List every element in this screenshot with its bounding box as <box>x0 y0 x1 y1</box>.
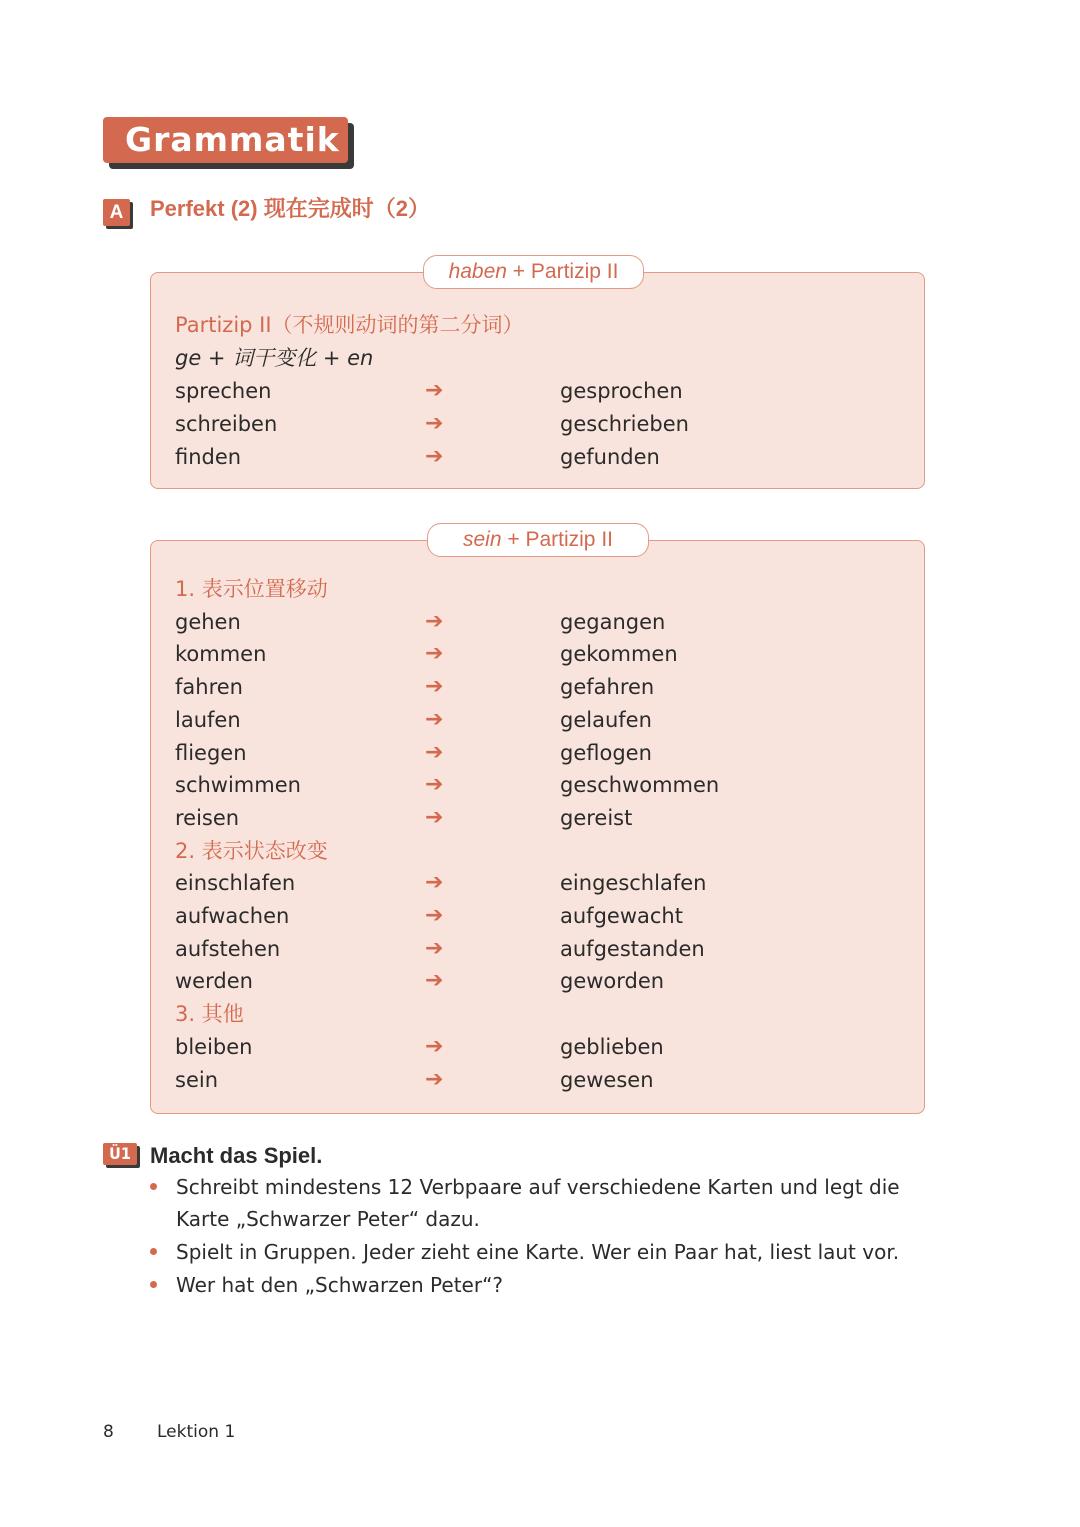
verb-infinitive: gehen <box>175 610 241 634</box>
verb-participle: geschrieben <box>560 412 689 436</box>
verb-infinitive: einschlafen <box>175 871 296 895</box>
exercise-title: Macht das Spiel. <box>150 1143 323 1168</box>
haben-pill-italic: haben <box>448 260 507 283</box>
verb-infinitive: schwimmen <box>175 773 301 797</box>
sein-pill <box>427 523 649 557</box>
arrow-icon: ➔ <box>425 674 444 699</box>
verb-infinitive: fahren <box>175 675 243 699</box>
verb-participle: geblieben <box>560 1035 664 1059</box>
verb-infinitive: sprechen <box>175 379 272 403</box>
sein-pill-italic: sein <box>463 528 502 551</box>
arrow-icon: ➔ <box>425 1034 444 1059</box>
verb-participle: aufgewacht <box>560 904 683 928</box>
page-number: 8 <box>103 1422 114 1442</box>
haben-pill <box>423 255 644 289</box>
verb-infinitive: aufwachen <box>175 904 290 928</box>
haben-heading: Partizip II（不规则动词的第二分词） <box>175 313 524 337</box>
section-badge: A <box>103 199 130 226</box>
group-heading: 1. 表示位置移动 <box>175 577 328 601</box>
lesson-label: Lektion 1 <box>157 1422 236 1442</box>
verb-infinitive: reisen <box>175 806 240 830</box>
arrow-icon: ➔ <box>425 870 444 895</box>
verb-infinitive: bleiben <box>175 1035 253 1059</box>
arrow-icon: ➔ <box>425 772 444 797</box>
bullet-dot <box>150 1248 160 1258</box>
verb-participle: gegangen <box>560 610 666 634</box>
verb-participle: eingeschlafen <box>560 871 707 895</box>
bullet-dot <box>150 1281 160 1291</box>
haben-formula: ge + 词干变化 + en <box>175 346 374 370</box>
grammar-banner: Grammatik <box>103 117 348 163</box>
instruction-item: Schreibt mindestens 12 Verbpaare auf verschiedene Karten und legt die Karte „Schwarzer Peter“ dazu. <box>176 1175 900 1231</box>
section-title: Perfekt (2) 现在完成时（2） <box>150 196 430 221</box>
group-heading: 2. 表示状态改变 <box>175 839 328 863</box>
bullet-dot <box>150 1183 160 1193</box>
verb-infinitive: aufstehen <box>175 937 281 961</box>
verb-infinitive: werden <box>175 969 253 993</box>
verb-participle: gereist <box>560 806 633 830</box>
exercise-badge: Ü1 <box>103 1143 137 1165</box>
verb-participle: gefunden <box>560 445 660 469</box>
arrow-icon: ➔ <box>425 444 444 469</box>
arrow-icon: ➔ <box>425 968 444 993</box>
verb-participle: geflogen <box>560 741 652 765</box>
verb-participle: aufgestanden <box>560 937 705 961</box>
arrow-icon: ➔ <box>425 411 444 436</box>
arrow-icon: ➔ <box>425 805 444 830</box>
verb-infinitive: fliegen <box>175 741 247 765</box>
verb-infinitive: schreiben <box>175 412 278 436</box>
verb-participle: gelaufen <box>560 708 652 732</box>
group-heading: 3. 其他 <box>175 1002 244 1026</box>
verb-infinitive: kommen <box>175 642 267 666</box>
verb-participle: geworden <box>560 969 665 993</box>
arrow-icon: ➔ <box>425 641 444 666</box>
sein-box <box>150 540 925 1114</box>
arrow-icon: ➔ <box>425 707 444 732</box>
instruction-item: Wer hat den „Schwarzen Peter“? <box>176 1273 504 1297</box>
sein-pill-rest: + Partizip II <box>501 528 613 551</box>
verb-infinitive: finden <box>175 445 242 469</box>
verb-participle: gewesen <box>560 1068 654 1092</box>
arrow-icon: ➔ <box>425 903 444 928</box>
haben-pill-rest: + Partizip II <box>506 260 619 283</box>
arrow-icon: ➔ <box>425 740 444 765</box>
verb-participle: gekommen <box>560 642 678 666</box>
arrow-icon: ➔ <box>425 378 444 403</box>
verb-infinitive: laufen <box>175 708 241 732</box>
instruction-item: Spielt in Gruppen. Jeder zieht eine Karte. Wer ein Paar hat, liest laut vor. <box>176 1240 900 1264</box>
arrow-icon: ➔ <box>425 936 444 961</box>
verb-infinitive: sein <box>175 1068 219 1092</box>
verb-participle: geschwommen <box>560 773 720 797</box>
verb-participle: gesprochen <box>560 379 683 403</box>
verb-participle: gefahren <box>560 675 655 699</box>
arrow-icon: ➔ <box>425 609 444 634</box>
arrow-icon: ➔ <box>425 1067 444 1092</box>
